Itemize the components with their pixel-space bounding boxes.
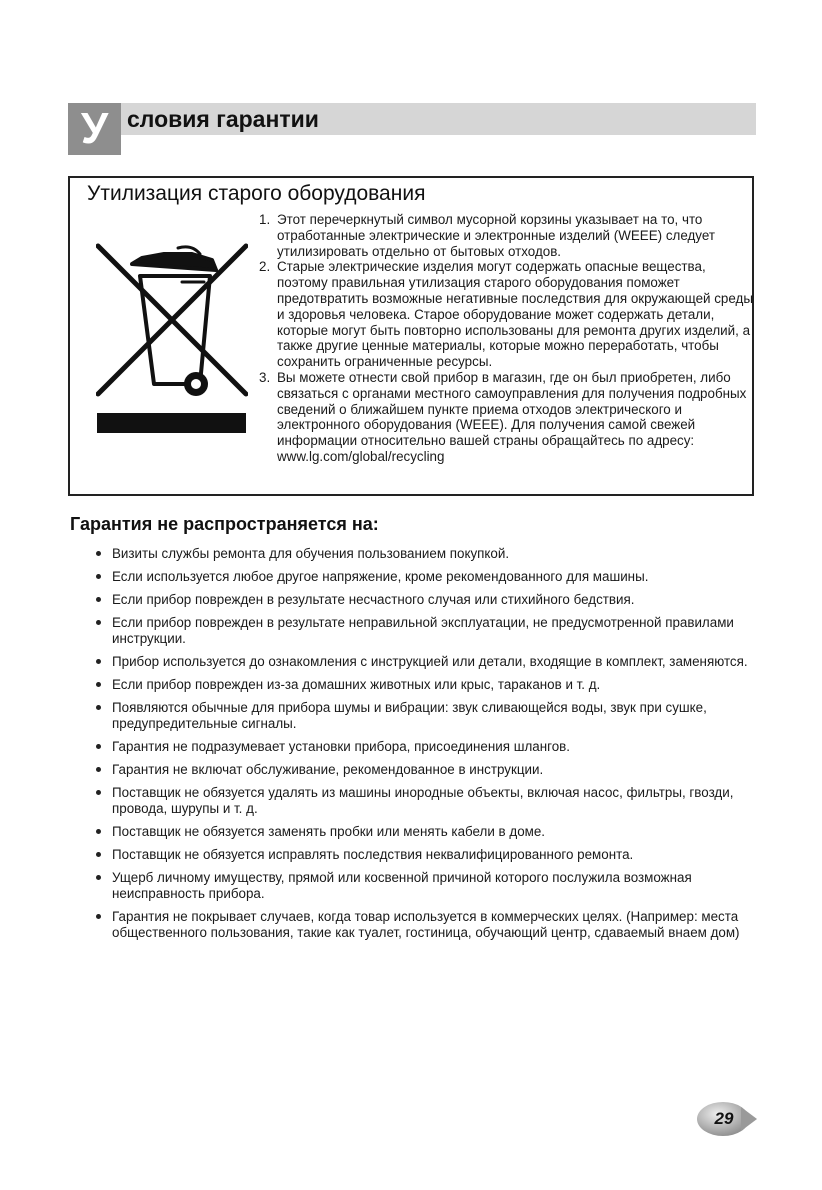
list-item: Визиты службы ремонта для обучения пользованием покупкой. (92, 546, 764, 562)
list-item: Если прибор поврежден в результате несчастного случая или стихийного бедствия. (92, 592, 764, 608)
warranty-exclusions-list (92, 546, 764, 948)
list-item: 1. Этот перечеркнутый символ мусорной корзины указывает на то, что отработанные электрические и электронные изделий (WEEE) следует утилизировать отдельно от бытовых отходов. (259, 212, 715, 259)
list-item: Гарантия не подразумевает установки прибора, присоединения шлангов. (92, 739, 764, 755)
warranty-exclusions-heading: Гарантия не распространяется на: (70, 514, 379, 534)
weee-title: Утилизация старого оборудования (87, 182, 426, 205)
list-item: Ущерб личному имуществу, прямой или косвенной причиной которого послужила возможная неисправность прибора. (92, 870, 764, 902)
list-item: 2. Старые электрические изделия могут содержать опасные вещества, поэтому правильная утилизация старого оборудования поможет предотвратить возможные негативные последствия для окружающей среды и здоровья человека. Старое оборудование может содержать детали, которые могут быть повторно использованы для ремонта других изделий, а также другие ценные материалы, которые можно переработать, чтобы сохранить ограниченные ресурсы. (259, 259, 753, 370)
weee-disposal-box (68, 176, 754, 496)
crossed-out-wheelie-bin-icon (96, 242, 248, 408)
list-item: Поставщик не обязуется заменять пробки или менять кабели в доме. (92, 824, 764, 840)
page-number: 29 (714, 1109, 734, 1128)
list-item: Гарантия не включат обслуживание, рекомендованное в инструкции. (92, 762, 764, 778)
list-item: Если прибор поврежден из-за домашних животных или крыс, тараканов и т. д. (92, 677, 764, 693)
list-item: Если прибор поврежден в результате неправильной эксплуатации, не предусмотренной правилами инструкции. (92, 615, 764, 647)
list-item: Поставщик не обязуется исправлять последствия неквалифицированного ремонта. (92, 847, 764, 863)
weee-instructions-list (259, 212, 754, 465)
list-item: 3. Вы можете отнести свой прибор в магазин, где он был приобретен, либо связаться с органами местного самоуправления для получения подробных сведений о ближайшем пункте приема отходов электрического и электронного оборудования (WEEE). Для получения самой свежей информации относительно вашей страны обращайтесь по адресу: www.lg.com/global/recycling (259, 369, 747, 464)
section-header-initial: У (68, 103, 121, 155)
list-item: Появляются обычные для прибора шумы и вибрации: звук сливающейся воды, звук при сушке, предупредительные сигналы. (92, 700, 764, 732)
list-item: Если используется любое другое напряжение, кроме рекомендованного для машины. (92, 569, 764, 585)
list-item: Прибор используется до ознакомления с инструкцией или детали, входящие в комплект, заменяются. (92, 654, 764, 670)
section-header-title: словия гарантии (127, 106, 319, 132)
weee-marking-bar (97, 413, 246, 433)
list-item: Поставщик не обязуется удалять из машины инородные объекты, включая насос, фильтры, гвозди, провода, шурупы и т. д. (92, 785, 764, 817)
list-item: Гарантия не покрывает случаев, когда товар используется в коммерческих целях. (Например: места общественного пользования, такие как туалет, гостиница, обучающий центр, сдаваемый внаем дом) (92, 909, 764, 941)
